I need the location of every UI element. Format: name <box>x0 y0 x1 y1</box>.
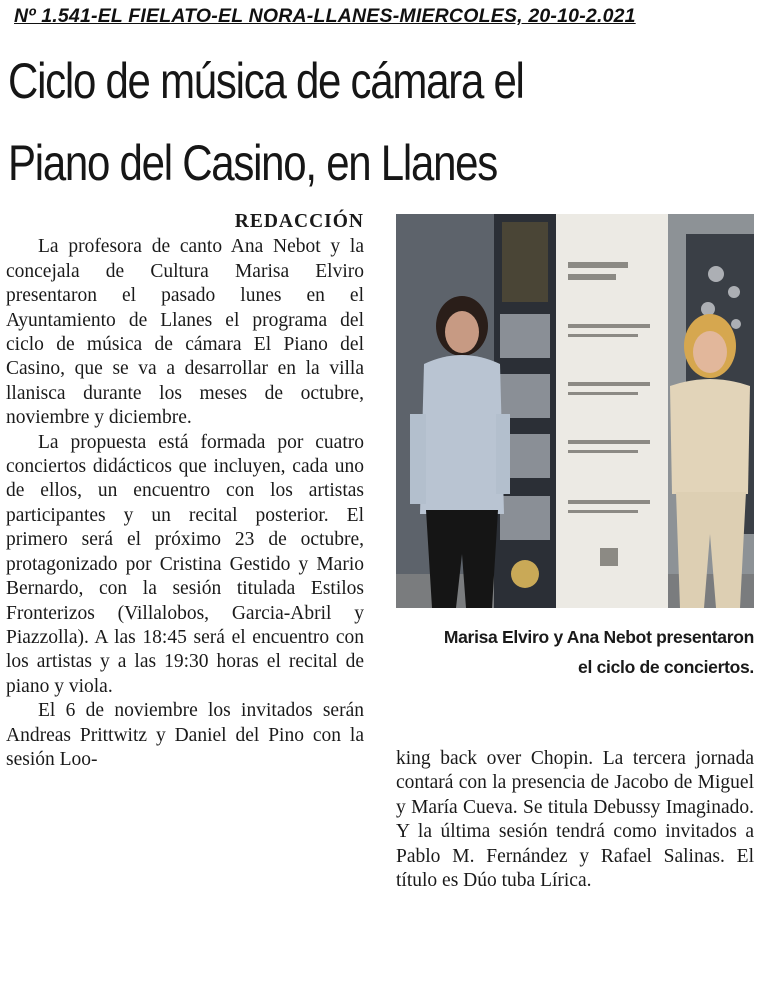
caption-line-2: el ciclo de conciertos. <box>578 657 754 677</box>
byline: REDACCIÓN <box>234 211 364 232</box>
paragraph-3: El 6 de noviembre los invitados serán Andreas Prittwitz y Daniel del Pino con la sesión Loo- <box>6 700 364 770</box>
paragraph-1: La profesora de canto Ana Nebot y la concejala de Cultura Marisa Elviro presentaron el pasado lunes en el Ayuntamiento de Llanes el programa del ciclo de música de cámara El Piano del Casino, que se va a desarrollar en la villa llanisca durante los meses de octubre, noviembre y diciembre. <box>6 236 364 429</box>
paragraph-2: La propuesta está formada por cuatro conciertos didácticos que incluyen, cada uno de ellos, un encuentro con los artistas participantes y un recital posterior. El primero será el próximo 23 de octubre, protagonizado por Cristina Gestido y Mario Bernardo, con la sesión titulada Estilos Fronterizos (Villalobos, Garcia-Abril y Piazzolla). A las 18:45 será el encuentro con los artistas y a las 19:30 horas el recital de piano y viola. <box>6 431 364 697</box>
headline <box>8 40 643 204</box>
article-column-left <box>6 210 364 772</box>
headline-line-2: Piano del Casino, en Llanes <box>8 135 498 191</box>
headline-line-1: Ciclo de música de cámara el <box>8 53 524 109</box>
masthead: Nº 1.541-EL FIELATO-EL NORA-LLANES-MIERCOLES, 20-10-2.021 <box>14 5 636 27</box>
photo-caption <box>396 622 754 682</box>
caption-line-1: Marisa Elviro y Ana Nebot presentaron <box>443 627 754 647</box>
article-column-right <box>396 747 754 893</box>
paragraph-4: king back over Chopin. La tercera jornada contará con la presencia de Jacobo de Miguel y María Cueva. Se titula Debussy Imaginado. Y la última sesión tendrá como invitados a Pablo M. Fernández y Rafael Salinas. El título es Dúo tuba Lírica. <box>396 748 754 892</box>
article-photo <box>396 214 754 608</box>
